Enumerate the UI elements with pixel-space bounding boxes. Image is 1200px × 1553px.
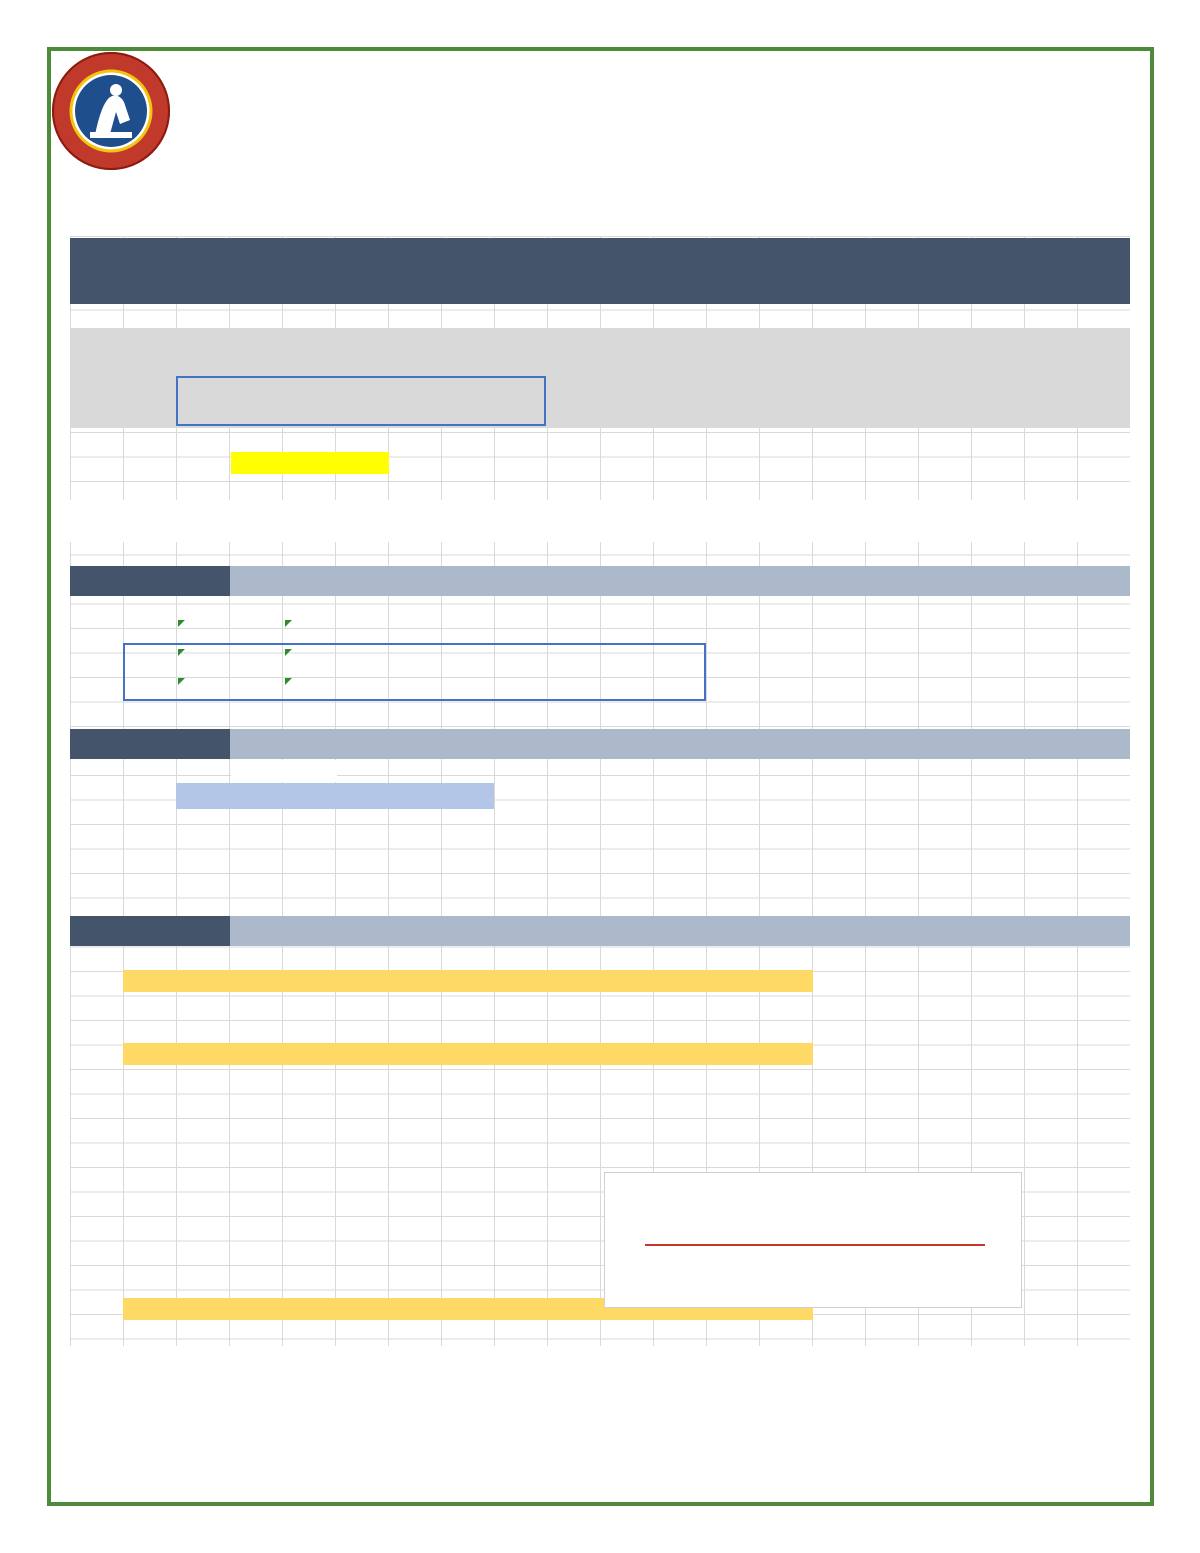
cell-marker-icon bbox=[285, 678, 292, 685]
paso2-subtitle-clip bbox=[231, 760, 337, 782]
paso1-box bbox=[123, 643, 706, 701]
cell-marker-icon bbox=[178, 649, 185, 656]
table-header-cell-bg bbox=[335, 783, 388, 809]
nonneg-highlight bbox=[231, 452, 389, 474]
table-header-cell-bg bbox=[229, 783, 282, 809]
paso2-label-bg bbox=[70, 729, 230, 759]
step-a-bar bbox=[123, 970, 813, 992]
university-seal-icon bbox=[50, 50, 172, 172]
number-line-image bbox=[604, 1172, 1022, 1308]
cell-marker-icon bbox=[178, 620, 185, 627]
step-b-bar bbox=[123, 1043, 813, 1065]
table-header-cell-bg bbox=[441, 783, 494, 809]
paso1-label-bg bbox=[70, 566, 230, 596]
paso3-label-bg bbox=[70, 916, 230, 946]
instruction-banner bbox=[70, 238, 1130, 304]
cell-marker-icon bbox=[178, 678, 185, 685]
paso1-text-clip bbox=[230, 566, 1130, 596]
cell-marker-icon bbox=[285, 649, 292, 656]
solution-title-bg bbox=[70, 500, 1130, 542]
cell-marker-icon bbox=[285, 620, 292, 627]
table-header-cell-bg bbox=[282, 783, 335, 809]
constraints-box bbox=[176, 376, 546, 426]
number-line-axis-icon bbox=[645, 1233, 985, 1263]
table-header-cell-bg bbox=[176, 783, 229, 809]
table-header-cell-bg bbox=[388, 783, 441, 809]
